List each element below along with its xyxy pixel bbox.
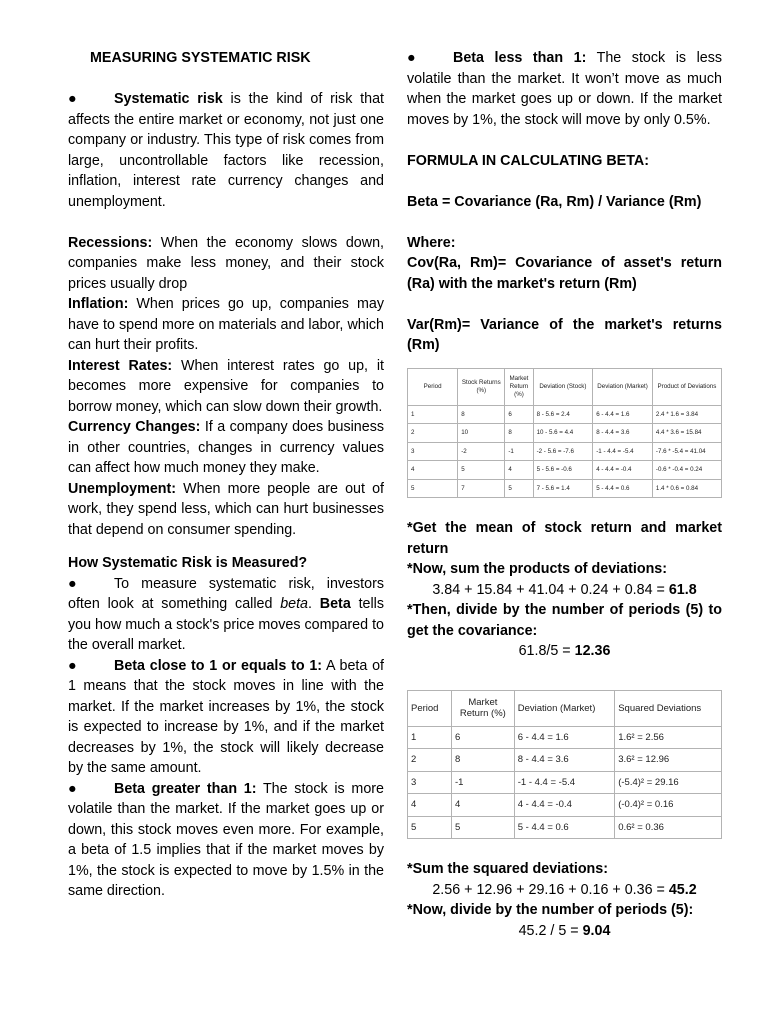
document-title: MEASURING SYSTEMATIC RISK [90,50,311,66]
step-divide-variance: *Now, divide by the number of periods (5): [407,902,694,918]
table-row [408,461,722,480]
table-header-row [408,690,722,726]
table-header: Product of Deviations [652,368,721,405]
table-cell: 1.4 * 0.6 = 0.84 [652,479,721,498]
formula-heading: FORMULA IN CALCULATING BETA: [407,152,649,169]
bullet-marker: ● [68,91,77,107]
table-cell: (-0.4)² = 0.16 [615,794,722,817]
systematic-risk-paragraph [68,89,384,212]
factor-term: Currency Changes: [68,419,201,435]
beta-greater-paragraph [68,779,384,902]
table-cell: -1 [505,442,533,461]
beta-less-paragraph [407,48,722,130]
table-cell: -1 [451,771,514,794]
factor-currency-changes [68,417,384,479]
where-label: Where: [407,234,456,251]
table-cell: 6 - 4.4 = 1.6 [593,405,653,424]
table-cell: 2 [408,424,458,443]
table-row [408,816,722,839]
table-header: Deviation (Market) [593,368,653,405]
table-cell: 5 [408,816,452,839]
table-cell: 8 - 4.4 = 3.6 [593,424,653,443]
table-cell: 5 - 4.4 = 0.6 [514,816,614,839]
how-measured-heading: How Systematic Risk is Measured? [68,555,308,571]
table-row [408,749,722,772]
beta-less-text: The stock is less volatile than the market. It won’t move as much when the market goes up or down. If the market moves by 1%, the stock will move by only 0.5%. [407,50,723,128]
table-cell: 5 [458,461,505,480]
table-cell: -1 - 4.4 = -5.4 [514,771,614,794]
table-row [408,771,722,794]
table-cell: -1 - 4.4 = -5.4 [593,442,653,461]
sum-products-expression: 3.84 + 15.84 + 41.04 + 0.24 + 0.84 = [432,581,669,598]
bullet-marker: ● [68,657,77,674]
covariance-table [407,368,722,499]
factor-term: Inflation: [68,296,129,312]
table-header: Market Return (%) [505,368,533,405]
table-header: Period [408,690,452,726]
table-cell: 4 [505,461,533,480]
variance-table [407,690,722,840]
table-row [408,405,722,424]
table-cell: 6 [505,405,533,424]
beta-close-text: A beta of 1 means that the stock moves in line with the market. If the market increases by 1%, the stock is expected to increase by 1%, and if the market decreases by 1%, the stock will likely decrease by the same amount. [68,657,385,776]
table-row [408,726,722,749]
factor-interest-rates [68,356,384,418]
factor-unemployment [68,479,384,541]
sum-squared-line [407,880,722,901]
measure-text: To measure systematic risk, investors often look at something called [68,575,384,612]
table-cell: 8 [458,405,505,424]
table-row [408,479,722,498]
bullet-marker: ● [68,575,77,592]
variance-definition: Var(Rm)= Variance of the market's returns (Rm) [407,316,722,353]
table-cell: 4.4 * 3.6 = 15.84 [652,424,721,443]
table-cell: 4 - 4.4 = -0.4 [593,461,653,480]
measure-text: tells you how much a stock's price moves compared to the overall market. [68,596,384,653]
factor-term: Recessions: [68,234,153,251]
beta-bold: Beta [319,596,351,612]
table-cell: -2 - 5.6 = -7.6 [533,442,593,461]
table-cell: 6 - 4.4 = 1.6 [514,726,614,749]
table-header: Period [408,368,458,405]
beta-close-paragraph [68,656,384,779]
table-cell: 3.6² = 12.96 [615,749,722,772]
factor-inflation [68,294,384,356]
beta-close-term: Beta close to 1 or equals to 1: [114,657,323,674]
table-cell: 8 - 4.4 = 3.6 [514,749,614,772]
table-cell: 2 [408,749,452,772]
table-cell: 5 - 4.4 = 0.6 [593,479,653,498]
covariance-definition: Cov(Ra, Rm)= Covariance of asset's return (Ra) with the market's return (Rm) [407,255,722,292]
table-cell: 4 [408,794,452,817]
factor-text: When interest rates go up, it becomes more expensive for companies to borrow money, which can slow down their growth. [68,357,384,415]
table-row [408,424,722,443]
table-cell: 6 [451,726,514,749]
factor-text: If a company does business in other countries, changes in currency values can affect how much money they make. [68,419,384,476]
table-cell: -2 [458,442,505,461]
beta-greater-term: Beta greater than 1: [114,780,257,797]
variance-result: 9.04 [582,922,611,939]
measure-text: . [308,596,320,612]
step-sum-products: *Now, sum the products of deviations: [407,561,668,577]
left-column [68,48,384,902]
factor-text: When the economy slows down, companies make less money, and their stock prices usually drop [68,234,384,292]
table-cell: 8 [451,749,514,772]
table-cell: 4 [451,794,514,817]
table-cell: (-5.4)² = 29.16 [615,771,722,794]
table-row [408,794,722,817]
table-cell: 1 [408,405,458,424]
sum-squared-expression: 2.56 + 12.96 + 29.16 + 0.16 + 0.36 = [432,881,669,898]
beta-greater-text: The stock is more volatile than the market. If the market goes up or down, this stock moves even more. For example, a beta of 1.5 implies that if the market moves by 1%, the stock is expected to move by 1.5% in the same direction. [68,780,384,899]
table-cell: -7.6 * -5.4 = 41.04 [652,442,721,461]
table-header: Market Return (%) [451,690,514,726]
table-cell: 5 [408,479,458,498]
systematic-risk-text: is the kind of risk that affects the entire market or economy, not just one company or industry. This type of risk comes from large, uncontrollable factors like recession, inflation, interest rate currency changes and unemployment. [68,91,384,210]
systematic-risk-term: Systematic risk [114,91,223,107]
factor-text: When prices go up, companies may have to spend more on materials and labor, which can hurt their profits. [68,296,384,353]
bullet-marker: ● [68,780,77,797]
factor-text: When more people are out of work, they spend less, which can hurt businesses that depend on consumer spending. [68,480,384,538]
table-cell: 7 [458,479,505,498]
factor-recessions [68,233,384,295]
table-header: Stock Returns (%) [458,368,505,405]
table-cell: 5 [451,816,514,839]
table-cell: 4 [408,461,458,480]
table-cell: 5 [505,479,533,498]
table-cell: 8 - 5.6 = 2.4 [533,405,593,424]
table-header: Deviation (Market) [514,690,614,726]
step-sum-squared: *Sum the squared deviations: [407,861,608,877]
table-header: Deviation (Stock) [533,368,593,405]
measure-paragraph [68,574,384,656]
table-cell: 0.6² = 0.36 [615,816,722,839]
beta-less-term: Beta less than 1: [453,50,587,66]
variance-line [407,921,722,942]
table-cell: 10 - 5.6 = 4.4 [533,424,593,443]
table-cell: 8 [505,424,533,443]
table-cell: 5 - 5.6 = -0.6 [533,461,593,480]
bullet-marker: ● [407,50,416,66]
sum-products-line [407,580,722,601]
covariance-result: 12.36 [574,643,611,659]
covariance-expression: 61.8/5 = [518,643,575,659]
table-row [408,442,722,461]
table-cell: 2.4 * 1.6 = 3.84 [652,405,721,424]
table-cell: -0.6 * -0.4 = 0.24 [652,461,721,480]
table-cell: 1.6² = 2.56 [615,726,722,749]
table-header: Squared Deviations [615,690,722,726]
beta-formula: Beta = Covariance (Ra, Rm) / Variance (Rm) [407,193,702,210]
table-cell: 10 [458,424,505,443]
right-column [407,48,722,941]
sum-squared-result: 45.2 [668,881,697,898]
table-cell: 4 - 4.4 = -0.4 [514,794,614,817]
covariance-line [407,641,722,662]
table-cell: 1 [408,726,452,749]
sum-products-result: 61.8 [668,581,697,598]
step-mean: *Get the mean of stock return and market return [407,520,722,557]
table-cell: 3 [408,442,458,461]
table-header-row [408,368,722,405]
table-cell: 7 - 5.6 = 1.4 [533,479,593,498]
beta-italic: beta [280,596,309,612]
step-divide-covariance: *Then, divide by the number of periods (5) to get the covariance: [407,602,722,639]
table-cell: 3 [408,771,452,794]
variance-expression: 45.2 / 5 = [518,922,583,939]
factor-term: Interest Rates: [68,357,173,374]
factor-term: Unemployment: [68,480,177,497]
